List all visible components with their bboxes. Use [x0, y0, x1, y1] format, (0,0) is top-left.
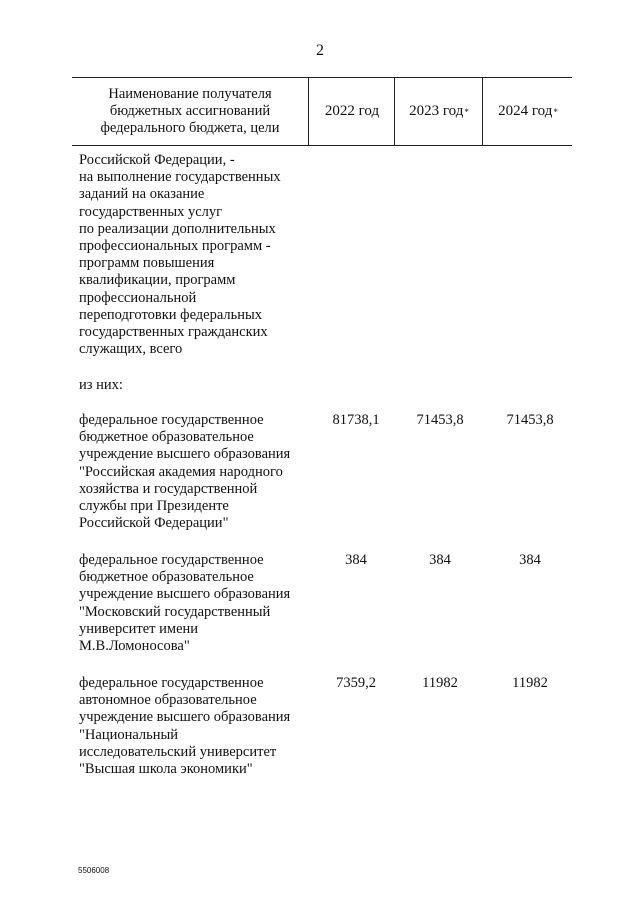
- row-1-value-2024: 71453,8: [506, 412, 554, 428]
- row-3-value-2023: 11982: [422, 675, 458, 691]
- including-label: из них:: [79, 377, 123, 393]
- row-1-value-2023: 71453,8: [416, 412, 464, 428]
- footnote-mark-2024: *: [553, 106, 558, 117]
- row-3-name: федеральное государственное автономное образовательное учреждение высшего образования "Национальный исследовательский университет "Высшая школа экономики": [79, 675, 291, 778]
- header-recipient-name-text: Наименование получателя бюджетных ассигнований федерального бюджета, цели: [100, 86, 280, 136]
- page-number: 2: [316, 42, 324, 59]
- header-year-2022-label: 2022 год: [324, 103, 380, 119]
- header-year-2024-label: 2024 год: [498, 103, 553, 119]
- row-2-value-2024: 384: [519, 552, 541, 568]
- row-2-value-2022: 384: [345, 552, 367, 568]
- header-year-2022: [308, 78, 395, 145]
- header-year-2023-label: 2023 год: [409, 103, 464, 119]
- row-1-name: федеральное государственное бюджетное образовательное учреждение высшего образования "Российская академия народного хозяйства и государственной службы при Президенте Российской Федерации": [79, 412, 291, 532]
- row-2-value-2023: 384: [429, 552, 451, 568]
- footer-document-code: 5506008: [78, 866, 110, 875]
- row-1-value-2022: 81738,1: [332, 412, 380, 428]
- row-3-value-2024: 11982: [512, 675, 548, 691]
- header-year-2024: [482, 78, 573, 145]
- table-header: [72, 77, 572, 146]
- row-2-name: федеральное государственное бюджетное образовательное учреждение высшего образования "Московский государственный университет имени М.В.Ломоносова": [79, 552, 291, 655]
- header-recipient-name: [72, 78, 308, 145]
- intro-text: Российской Федерации, - на выполнение государственных заданий на оказание государственных услуг по реализации дополнительных профессиональных программ - программ повышения квалификации, программ профессиональной переподготовки федеральных государственных гражданских служащих, всего: [79, 152, 281, 358]
- row-3-value-2022: 7359,2: [336, 675, 376, 691]
- footnote-mark-2023: *: [464, 106, 469, 117]
- header-year-2023: [394, 78, 483, 145]
